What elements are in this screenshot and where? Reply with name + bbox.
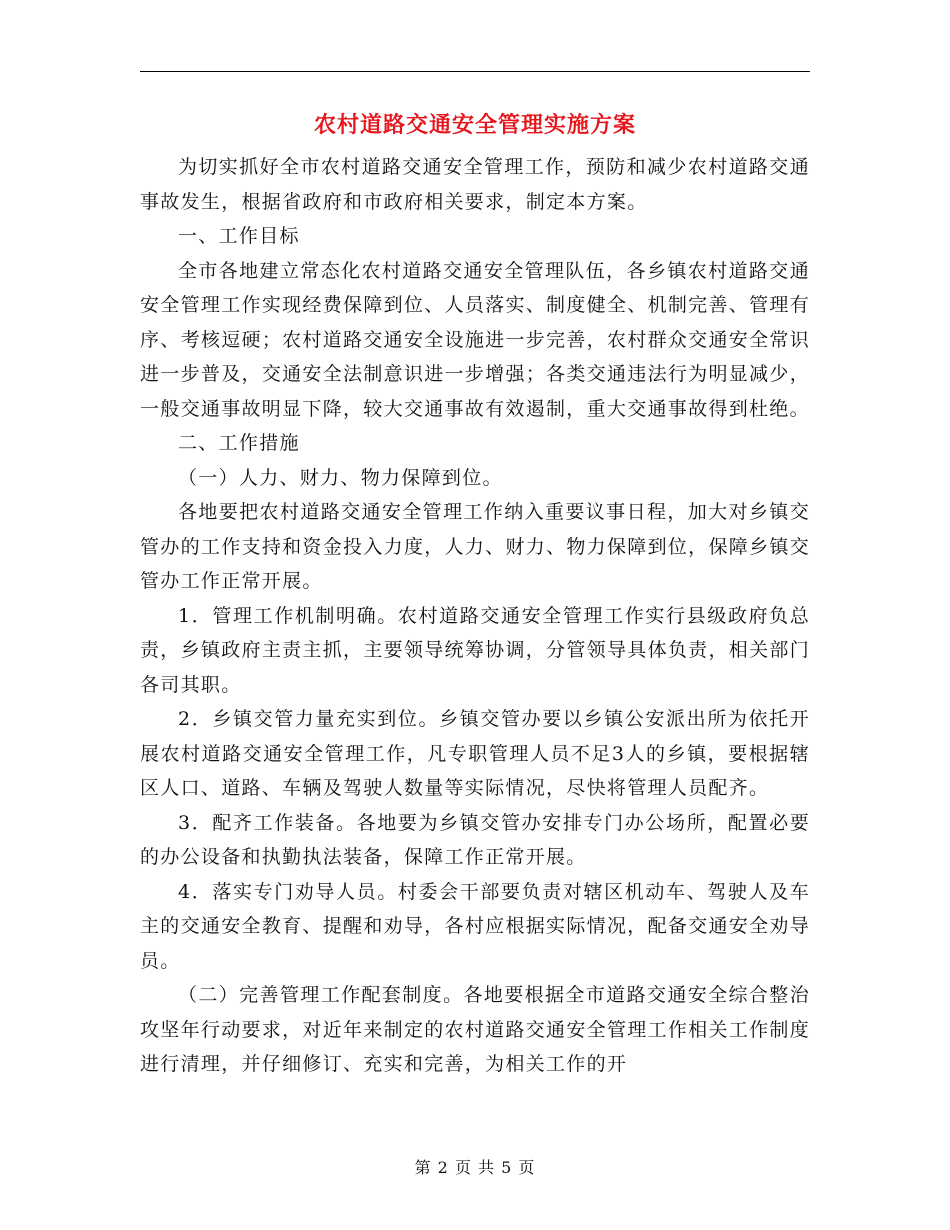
measures-paragraph: 各地要把农村道路交通安全管理工作纳入重要议事日程，加大对乡镇交管办的工作支持和资金投入力度，人力、财力、物力保障到位，保障乡镇交管办工作正常开展。 xyxy=(140,501,810,592)
subsection-2-paragraph: （二）完善管理工作配套制度。各地要根据全市道路交通安全综合整治攻坚年行动要求，对近年来制定的农村道路交通安全管理工作相关工作制度进行清理，并仔细修订、充实和完善，为相关工作的开 xyxy=(140,984,810,1075)
item-4-paragraph: 4．落实专门劝导人员。村委会干部要负责对辖区机动车、驾驶人及车主的交通安全教育、提醒和劝导，各村应根据实际情况，配备交通安全劝导员。 xyxy=(140,880,810,972)
page-number: 第 2 页 共 5 页 xyxy=(414,1158,536,1177)
item-1-paragraph: 1．管理工作机制明确。农村道路交通安全管理工作实行县级政府负总责，乡镇政府主责主抓，主要领导统筹协调，分管领导具体负责，相关部门各司其职。 xyxy=(140,604,810,696)
item-3-paragraph: 3．配齐工作装备。各地要为乡镇交管办安排专门办公场所，配置必要的办公设备和执勤执法装备，保障工作正常开展。 xyxy=(140,811,810,868)
subsection-heading-1: （一）人力、财力、物力保障到位。 xyxy=(178,466,503,489)
document-body xyxy=(140,150,810,1082)
header-rule xyxy=(140,71,810,72)
item-2-paragraph: 2．乡镇交管力量充实到位。乡镇交管办要以乡镇公安派出所为依托开展农村道路交通安全管理工作，凡专职管理人员不足3人的乡镇，要根据辖区人口、道路、车辆及驾驶人数量等实际情况，尽快将管理人员配齐。 xyxy=(140,708,810,799)
intro-paragraph: 为切实抓好全市农村道路交通安全管理工作，预防和减少农村道路交通事故发生，根据省政府和市政府相关要求，制定本方案。 xyxy=(140,156,810,213)
section-heading-goals: 一、工作目标 xyxy=(178,225,300,247)
goals-paragraph: 全市各地建立常态化农村道路交通安全管理队伍，各乡镇农村道路交通安全管理工作实现经费保障到位、人员落实、制度健全、机制完善、管理有序、考核逗硬；农村道路交通安全设施进一步完善，农村群众交通安全常识进一步普及，交通安全法制意识进一步增强；各类交通违法行为明显减少，一般交通事故明显下降，较大交通事故有效遏制，重大交通事故得到杜绝。 xyxy=(140,259,810,420)
document-title: 农村道路交通安全管理实施方案 xyxy=(313,112,636,138)
section-heading-measures: 二、工作措施 xyxy=(178,432,300,454)
